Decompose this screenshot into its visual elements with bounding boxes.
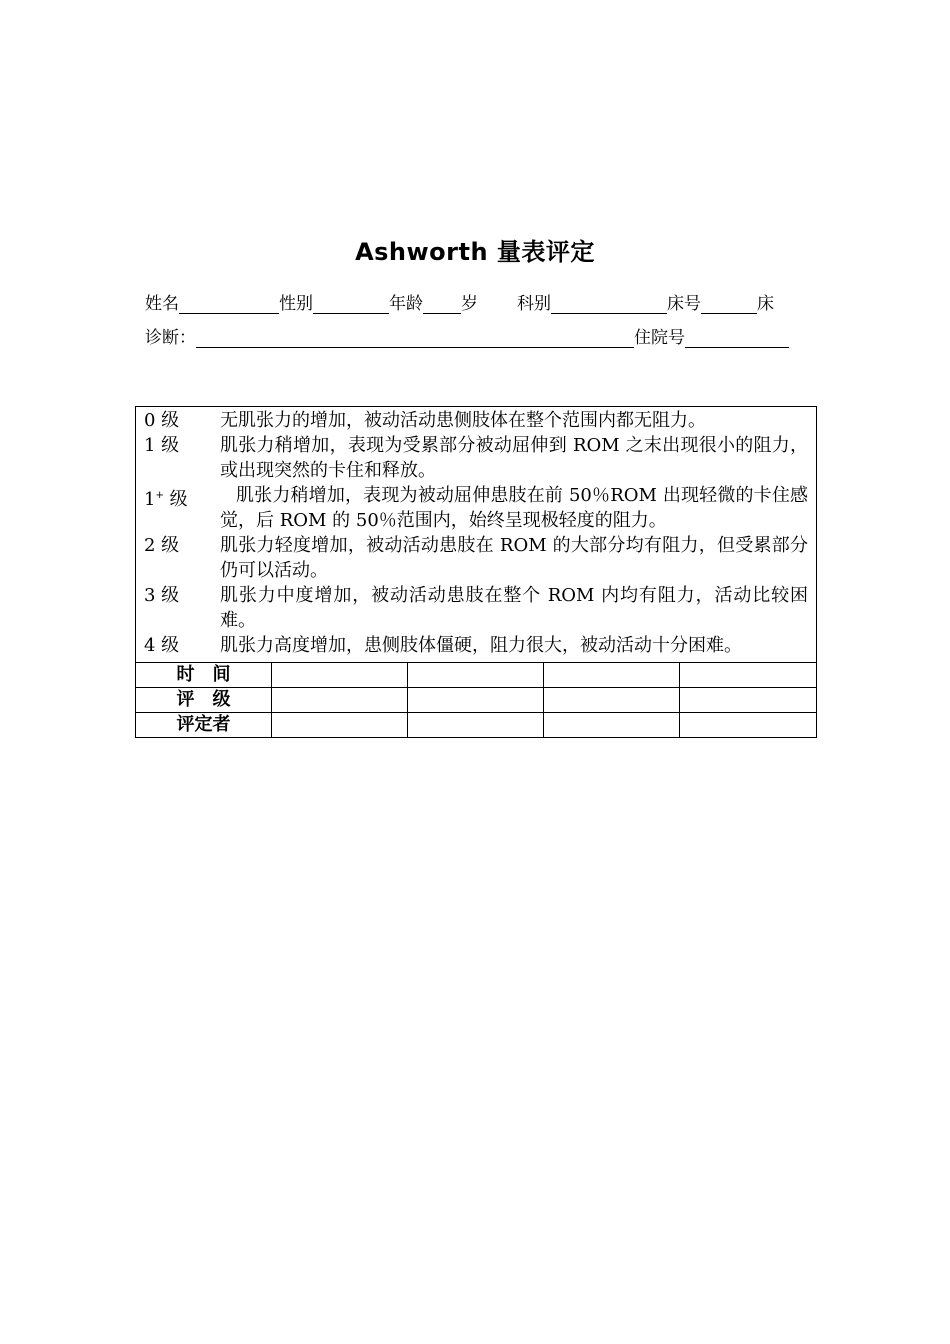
sex-label: 性别 <box>279 294 313 314</box>
grade-label: 3 级 <box>144 585 180 606</box>
grade-3 <box>144 583 808 633</box>
row-label: 评定者 <box>136 713 272 738</box>
grade-text: 无肌张力的增加，被动活动患侧肢体在整个范围内都无阻力。 <box>220 410 706 431</box>
grade-label: 4 级 <box>144 635 180 656</box>
record-row-grade <box>136 688 817 713</box>
diagnosis-row <box>145 322 805 348</box>
sex-field[interactable] <box>313 293 389 314</box>
record-cell[interactable] <box>408 688 544 713</box>
patient-info-row <box>145 288 805 314</box>
record-cell[interactable] <box>544 663 680 688</box>
admission-field[interactable] <box>685 327 789 348</box>
record-row-assessor <box>136 713 817 738</box>
record-cell[interactable] <box>408 663 544 688</box>
row-label: 时 间 <box>136 663 272 688</box>
grade-label: 1 级 <box>144 435 180 456</box>
grade-0 <box>144 408 808 433</box>
bed-label: 床号 <box>667 294 701 314</box>
grade-text: 肌张力轻度增加，被动活动患肢在 ROM 的大部分均有阻力，但受累部分仍可以活动。 <box>220 535 809 581</box>
grade-label: 2 级 <box>144 535 180 556</box>
bed-field[interactable] <box>701 293 757 314</box>
admission-label: 住院号 <box>634 328 685 348</box>
record-cell[interactable] <box>544 688 680 713</box>
record-cell[interactable] <box>408 713 544 738</box>
grade-text: 肌张力高度增加，患侧肢体僵硬，阻力很大，被动活动十分困难。 <box>220 635 742 656</box>
grade-text: 肌张力中度增加，被动活动患肢在整个 ROM 内均有阻力，活动比较困难。 <box>220 585 809 631</box>
age-label: 年龄 <box>389 294 423 314</box>
grade-text: 肌张力稍增加，表现为受累部分被动屈伸到 ROM 之末出现很小的阻力，或出现突然的卡住和释放。 <box>220 435 809 481</box>
record-row-time <box>136 663 817 688</box>
record-cell[interactable] <box>680 688 817 713</box>
name-label: 姓名 <box>145 294 179 314</box>
diagnosis-field[interactable] <box>196 327 634 348</box>
record-cell[interactable] <box>680 713 817 738</box>
dept-label: 科别 <box>517 294 551 314</box>
ashworth-scale-table <box>135 406 817 738</box>
grade-descriptions <box>136 407 817 663</box>
grade-4 <box>144 633 808 658</box>
record-cell[interactable] <box>680 663 817 688</box>
diagnosis-label: 诊断： <box>145 328 196 348</box>
grade-1 <box>144 433 808 483</box>
row-label: 评 级 <box>136 688 272 713</box>
dept-field[interactable] <box>551 293 667 314</box>
grade-label: 0 级 <box>144 410 180 431</box>
record-cell[interactable] <box>272 663 408 688</box>
record-cell[interactable] <box>272 713 408 738</box>
grade-text: 肌张力稍增加，表现为被动屈伸患肢在前 50％ROM 出现轻微的卡住感觉，后 ROM 的 50％范围内，始终呈现极轻度的阻力。 <box>220 485 809 531</box>
name-field[interactable] <box>179 293 279 314</box>
grade-2 <box>144 533 808 583</box>
age-field[interactable] <box>423 293 461 314</box>
grade-1-plus <box>144 483 808 533</box>
record-cell[interactable] <box>544 713 680 738</box>
bed-unit: 床 <box>757 294 774 314</box>
page-title: Ashworth 量表评定 <box>355 238 595 266</box>
grade-label: 1+ 级 <box>144 489 188 510</box>
age-unit: 岁 <box>461 294 478 314</box>
record-cell[interactable] <box>272 688 408 713</box>
